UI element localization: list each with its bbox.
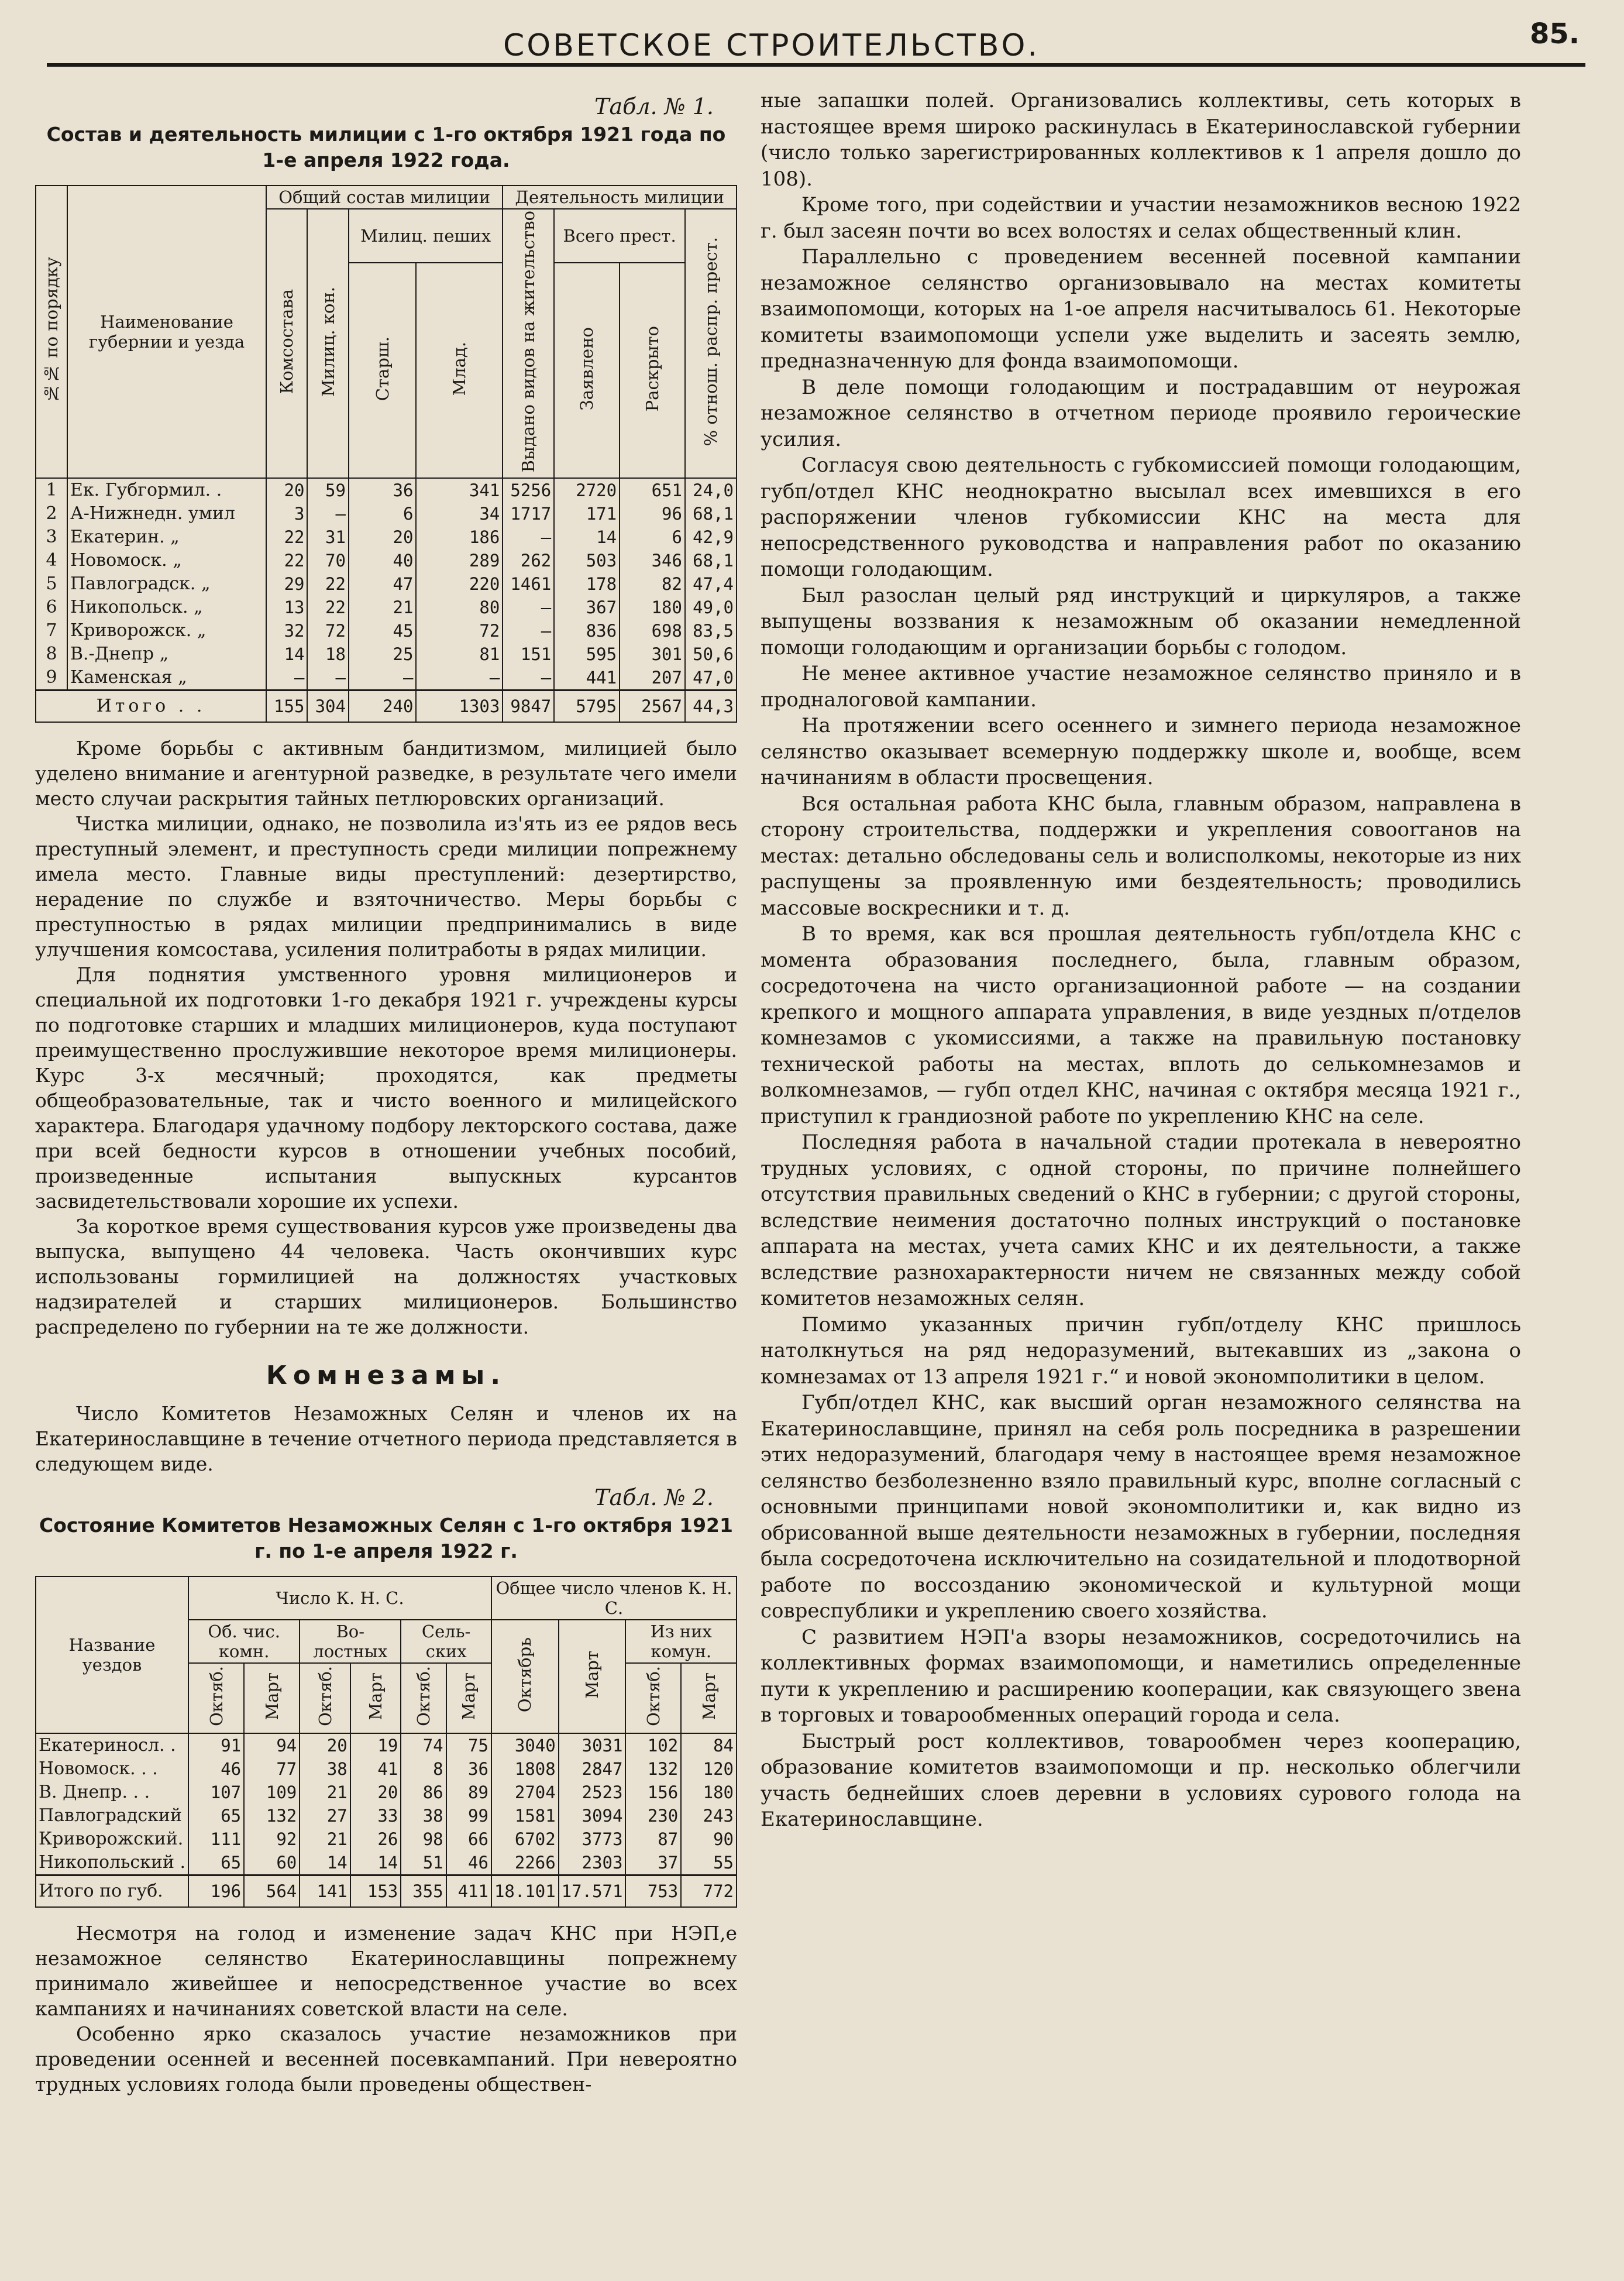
- paragraph: Был разослан целый ряд инструкций и циркуляров, а также выпущены воззвания к незаможным об оказании немедленной помощи голодающим и организации борьбы с голодом.: [761, 583, 1521, 659]
- table-cell: 22: [307, 596, 348, 619]
- table-cell: 171: [554, 502, 620, 525]
- table-cell: 4: [36, 549, 67, 572]
- table-cell: 32: [266, 619, 307, 643]
- table-cell: 36: [349, 478, 417, 502]
- t2-h-okt-2: Октяб.: [300, 1663, 350, 1733]
- table-cell: 26: [350, 1827, 401, 1851]
- table-cell: 68,1: [685, 502, 737, 525]
- page-number: 85.: [1529, 18, 1580, 50]
- table-cell: Никопольский .: [36, 1851, 188, 1875]
- t2-header-name: Название уездов: [36, 1576, 188, 1733]
- table-cell: 2523: [559, 1781, 626, 1804]
- table-cell: 47,4: [685, 572, 737, 596]
- table-cell: Ек. Губгормил. .: [67, 478, 266, 502]
- table-row: [36, 619, 737, 643]
- paragraph: Число Комитетов Незаможных Селян и членов их на Екатеринославщине в течение отчетного периода представляется в следующем виде.: [35, 1402, 737, 1476]
- table-cell: 2266: [491, 1851, 559, 1875]
- table-row: [36, 572, 737, 596]
- table-row: [36, 1781, 737, 1804]
- paragraph: На протяжении всего осеннего и зимнего периода незаможное селянство оказывает всемерную поддержку школе и, вообще, всем начинаниям в области просвещения.: [761, 714, 1521, 789]
- t2-h-okt-1: Октяб.: [188, 1663, 244, 1733]
- table-cell: 196: [188, 1875, 244, 1908]
- table-cell: В.-Днепр „: [67, 643, 266, 666]
- table-cell: 6: [620, 525, 685, 549]
- table-row: [36, 525, 737, 549]
- table-cell: 98: [401, 1827, 446, 1851]
- table-cell: 1461: [503, 572, 554, 596]
- table-cell: 151: [503, 643, 554, 666]
- table-cell: 18.101: [491, 1875, 559, 1908]
- paragraph: За короткое время существования курсов уже произведены два выпуска, выпущено 44 человека. Часть окончивших курс использованы гормилицией на должностях участковых надзирателей и старших милиционеров. Большинство распределено по губернии на те же должности.: [35, 1215, 737, 1339]
- table-cell: 72: [416, 619, 503, 643]
- table-cell: 47,0: [685, 666, 737, 691]
- table-cell: 141: [300, 1875, 350, 1908]
- table-row: [36, 502, 737, 525]
- table-cell: 346: [620, 549, 685, 572]
- table-cell: Каменская „: [67, 666, 266, 691]
- table-cell: 55: [681, 1851, 737, 1875]
- t1-header-group2: Деятельность милиции: [503, 185, 737, 209]
- table-cell: Криворожск. „: [67, 619, 266, 643]
- table-cell: 651: [620, 478, 685, 502]
- table-cell: 6: [36, 596, 67, 619]
- table-cell: —: [349, 666, 417, 691]
- table-cell: 698: [620, 619, 685, 643]
- right-column: [761, 88, 1521, 1833]
- table-cell: Криворожский.: [36, 1827, 188, 1851]
- table-cell: 37: [625, 1851, 681, 1875]
- paragraph: Чистка милиции, однако, не позволила из'ять из ее рядов весь преступный элемент, и преступность среди милиции попрежнему имела место. Главные виды преступлений: дезертирство, нерадение по службе и взяточничество. Меры борьбы с преступностью в рядах милиции предпринимались в виде улучшения комсостава, усиления политработы в рядах милиции.: [35, 812, 737, 961]
- table-cell: 40: [349, 549, 417, 572]
- table-cell: 3773: [559, 1827, 626, 1851]
- table-cell: 3040: [491, 1733, 559, 1757]
- t2-h-mart-4: Март: [681, 1663, 737, 1733]
- table2-caption: Состояние Комитетов Незаможных Селян с 1-го октября 1921 г. по 1-е апреля 1922 г.: [39, 1514, 733, 1563]
- table-cell: 2847: [559, 1757, 626, 1781]
- table-cell: 46: [188, 1757, 244, 1781]
- table-row: [36, 1757, 737, 1781]
- table-cell: 9847: [503, 691, 554, 723]
- table-cell: 207: [620, 666, 685, 691]
- t2-h-okt-3: Октяб.: [401, 1663, 446, 1733]
- table-total-row: [36, 691, 737, 723]
- table-cell: 9: [36, 666, 67, 691]
- table-cell: 836: [554, 619, 620, 643]
- table-cell: 91: [188, 1733, 244, 1757]
- table-row: [36, 666, 737, 691]
- t2-header-ob: Об. чис. комн.: [188, 1620, 300, 1663]
- table-cell: 289: [416, 549, 503, 572]
- table-cell: —: [503, 596, 554, 619]
- table-cell: 1581: [491, 1804, 559, 1827]
- table-cell: —: [307, 502, 348, 525]
- table-cell: 341: [416, 478, 503, 502]
- table-cell: 1303: [416, 691, 503, 723]
- table-cell: В. Днепр. . .: [36, 1781, 188, 1804]
- table-cell: 230: [625, 1804, 681, 1827]
- paragraph: Для поднятия умственного уровня милиционеров и специальной их подготовки 1-го декабря 1921 г. учреждены курсы по подготовке старших и младших милиционеров, куда поступают преимущественно прослужившие некоторое время милиционеры. Курс 3-х месячный; проходятся, как предметы общеобразовательные, так и чисто военного и милицейского характера. Благодаря удачному подбору лекторского состава, даже при всей бедности курсов в отношении учебных пособий, произведенные испытания выпускных курсантов засвидетельствовали хорошие их успехи.: [35, 963, 737, 1213]
- paragraph: Особенно ярко сказалось участие незаможников при проведении осенней и весенней посевкампаний. При невероятно трудных условиях голода были проведены обществен-: [35, 2022, 737, 2096]
- table-cell: 178: [554, 572, 620, 596]
- table-cell: 186: [416, 525, 503, 549]
- table-cell: 80: [416, 596, 503, 619]
- table-row: [36, 1733, 737, 1757]
- table1-caption: Состав и деятельность милиции с 1-го октября 1921 года по 1-е апреля 1922 года.: [46, 123, 726, 171]
- table-cell: 59: [307, 478, 348, 502]
- paragraph: Согласуя свою деятельность с губкомиссией помощи голодающим, губп/отдел КНС неоднократно высылал всех имевшихся в его распоряжении членов губкомиссии КНС на места для непосредственного руководства и направления работ по оказанию помощи голодающим.: [761, 454, 1521, 581]
- table-cell: Екатериносл. .: [36, 1733, 188, 1757]
- table-cell: 24,0: [685, 478, 737, 502]
- table-cell: 503: [554, 549, 620, 572]
- table-cell: 6: [349, 502, 417, 525]
- table-cell: 21: [300, 1781, 350, 1804]
- table-cell: 21: [300, 1827, 350, 1851]
- table-cell: 70: [307, 549, 348, 572]
- table-cell: 2704: [491, 1781, 559, 1804]
- t2-h-mart-2: Март: [350, 1663, 401, 1733]
- table-cell: Екатерин. „: [67, 525, 266, 549]
- table-cell: 77: [244, 1757, 300, 1781]
- section-heading-komnezamy: Комнезамы.: [266, 1361, 507, 1391]
- table-cell: 89: [446, 1781, 491, 1804]
- t1-header-group1: Общий состав милиции: [266, 185, 503, 209]
- paragraph: В деле помощи голодающим и пострадавшим от неурожая незаможное селянство в отчетном периоде проявило героические усилия.: [761, 375, 1521, 451]
- table-cell: 31: [307, 525, 348, 549]
- table-cell: 38: [300, 1757, 350, 1781]
- table-row: [36, 643, 737, 666]
- table2-label: Табл. № 2.: [594, 1485, 714, 1511]
- paragraph: Не менее активное участие незаможное селянство приняло и в продналоговой кампании.: [761, 662, 1521, 712]
- table1-militia: [35, 185, 737, 723]
- table-cell: 90: [681, 1827, 737, 1851]
- paragraph: Кроме того, при содействии и участии незаможников весною 1922 г. был засеян почти во всех волостях и селах общественный клин.: [761, 193, 1521, 243]
- paragraph: Параллельно с проведением весенней посевной кампании незаможное селянство организовывало на местах комитеты взаимопомощи, которых на 1-ое апреля насчитывалось 61. Некоторые комитеты взаимопомощи успели уже выделить и засеять землю, предназначенную для фонда взаимопомощи.: [761, 245, 1521, 373]
- t2-header-sel: Сель- ских: [401, 1620, 491, 1663]
- table-cell: Павлоградск. „: [67, 572, 266, 596]
- table-cell: 14: [350, 1851, 401, 1875]
- table-cell: 1717: [503, 502, 554, 525]
- paragraph: В то время, как вся прошлая деятельность губп/отдела КНС с момента образования последнего, была, главным образом, сосредоточена на чисто организационной работе — на создании крепкого и мощного аппарата управления, в виде уездных п/отделов комнезамов с укомиссиями, а также на правильную постановку технической работы на местах, вплоть до селькомнезамов и волкомнезамов, — губп отдел КНС, начиная с октября месяца 1921 г., приступил к грандиозной работе по укреплению КНС на селе.: [761, 922, 1521, 1128]
- table-cell: 564: [244, 1875, 300, 1908]
- table-cell: 47: [349, 572, 417, 596]
- table2-kns: [35, 1576, 737, 1908]
- table-cell: 82: [620, 572, 685, 596]
- table-cell: 20: [350, 1781, 401, 1804]
- table-cell: 41: [350, 1757, 401, 1781]
- t1-header-vsego: Всего прест.: [554, 209, 685, 263]
- t2-h-mart-3: Март: [446, 1663, 491, 1733]
- table-cell: —: [307, 666, 348, 691]
- journal-title: СОВЕТСКОЕ СТРОИТЕЛЬСТВО.: [503, 28, 1040, 63]
- table-cell: 17.571: [559, 1875, 626, 1908]
- table-cell: 42,9: [685, 525, 737, 549]
- table-cell: —: [266, 666, 307, 691]
- t1-header-zayavl: Заявлено: [554, 263, 620, 478]
- table-cell: 156: [625, 1781, 681, 1804]
- table-cell: 301: [620, 643, 685, 666]
- table-cell: 92: [244, 1827, 300, 1851]
- table-cell: 20: [300, 1733, 350, 1757]
- t1-header-otnosh: % отнош. распр. прест.: [685, 209, 737, 478]
- table-cell: 3031: [559, 1733, 626, 1757]
- t2-header-vol: Во- лостных: [300, 1620, 401, 1663]
- table-cell: 180: [681, 1781, 737, 1804]
- table-cell: 66: [446, 1827, 491, 1851]
- table-cell: 33: [350, 1804, 401, 1827]
- left-column: [35, 94, 737, 2097]
- table-cell: 65: [188, 1851, 244, 1875]
- table-cell: 27: [300, 1804, 350, 1827]
- table-cell: 2567: [620, 691, 685, 723]
- t1-header-raskr: Раскрыто: [620, 263, 685, 478]
- table-cell: —: [416, 666, 503, 691]
- table-cell: 25: [349, 643, 417, 666]
- t1-header-kon: Милиц. кон.: [307, 209, 348, 478]
- table-cell: 19: [350, 1733, 401, 1757]
- table-cell: 65: [188, 1804, 244, 1827]
- table-cell: 20: [266, 478, 307, 502]
- table-cell: 109: [244, 1781, 300, 1804]
- table-cell: 50,6: [685, 643, 737, 666]
- table-cell: 220: [416, 572, 503, 596]
- table-cell: 595: [554, 643, 620, 666]
- paragraph: Кроме борьбы с активным бандитизмом, милицией было уделено внимание и агентурной разведке, в результате чего имели место случаи раскрытия тайных петлюровских организаций.: [35, 737, 737, 810]
- table-cell: 14: [300, 1851, 350, 1875]
- t2-header-group1: Число К. Н. С.: [188, 1576, 491, 1620]
- table-cell: 34: [416, 502, 503, 525]
- table-cell: Итого по губ.: [36, 1875, 188, 1908]
- table-cell: 153: [350, 1875, 401, 1908]
- t1-header-starsh: Старш.: [349, 263, 417, 478]
- table-cell: 5256: [503, 478, 554, 502]
- table-cell: 72: [307, 619, 348, 643]
- table-cell: 107: [188, 1781, 244, 1804]
- t1-header-mlad: Млад.: [416, 263, 503, 478]
- t2-h-mart-1: Март: [244, 1663, 300, 1733]
- table-cell: —: [503, 525, 554, 549]
- table-cell: 441: [554, 666, 620, 691]
- table-cell: 51: [401, 1851, 446, 1875]
- paragraph: Последняя работа в начальной стадии протекала в невероятно трудных условиях, с одной стороны, по причине полнейшего отсутствия правильных сведений о КНС в губернии; с другой стороны, вследствие неимения достаточно полных инструкций о постановке аппарата на местах, учета самих КНС и их деятельности, а также вследствие разнохарактерности ничем не связанных между собой комитетов незаможных селян.: [761, 1131, 1521, 1310]
- t2-header-group2: Общее число членов К. Н. С.: [491, 1576, 737, 1620]
- paragraph: ные запашки полей. Организовались коллективы, сеть которых в настоящее время широко раскинулась в Екатеринославской губернии (число только зарегистрированных коллективов к 1 апреля дошло до 108).: [761, 89, 1521, 191]
- table-cell: 22: [266, 549, 307, 572]
- table-cell: 2303: [559, 1851, 626, 1875]
- table-cell: 22: [266, 525, 307, 549]
- t1-header-index: №№ по порядку: [36, 185, 67, 478]
- table-total-row: [36, 1875, 737, 1908]
- table-cell: 240: [349, 691, 417, 723]
- table-cell: 102: [625, 1733, 681, 1757]
- table-cell: 99: [446, 1804, 491, 1827]
- table-cell: 243: [681, 1804, 737, 1827]
- table-cell: 18: [307, 643, 348, 666]
- table-cell: 13: [266, 596, 307, 619]
- table-cell: 180: [620, 596, 685, 619]
- table-cell: 120: [681, 1757, 737, 1781]
- table-cell: 87: [625, 1827, 681, 1851]
- table-cell: Новомоск. „: [67, 549, 266, 572]
- paragraph: Помимо указанных причин губп/отделу КНС пришлось натолкнуться на ряд недоразумений, вытекавших из „закона о комнезамах от 13 апреля 1921 г.“ и новой экономполитики в целом.: [761, 1313, 1521, 1389]
- t2-h-okt-4: Октяб.: [625, 1663, 681, 1733]
- table-cell: 29: [266, 572, 307, 596]
- paragraph: Несмотря на голод и изменение задач КНС при НЭП,е незаможное селянство Екатеринославщины попрежнему принимало живейшее и непосредственное участие во всех кампаниях и начинаниях советской власти на селе.: [35, 1922, 737, 2021]
- table-cell: 49,0: [685, 596, 737, 619]
- paragraph: Вся остальная работа КНС была, главным образом, направлена в сторону строительства, поддержки и укрепления совоorганов на местах: детально обследованы сель и волисполкомы, некоторые из них распущены за проявленную ими бездеятельность; проводились массовые воскресники и т. д.: [761, 792, 1521, 920]
- t2-header-oktyabr: Октябрь: [491, 1620, 559, 1733]
- paragraph: Губп/отдел КНС, как высший орган незаможного селянства на Екатеринославщине, принял на себя роль посредника в разрешении этих недоразумений, благодаря чему в настоящее время незаможное селянство безболезненно взяло правильный курс, вполне согласный с основными принципами новой экономполитики и, как видно из обрисованной выше деятельности незаможных в губернии, последняя была сосредоточена исключительно на созидательной и плодотворной работе по воссозданию экономической и культурной мощи совреспублики и укреплению своего хозяйства.: [761, 1391, 1521, 1623]
- table-cell: 38: [401, 1804, 446, 1827]
- table-cell: —: [503, 666, 554, 691]
- table-cell: 1: [36, 478, 67, 502]
- table-cell: 262: [503, 549, 554, 572]
- table-cell: Павлоградский: [36, 1804, 188, 1827]
- table-cell: 45: [349, 619, 417, 643]
- table-cell: 1808: [491, 1757, 559, 1781]
- table1-label: Табл. № 1.: [594, 94, 714, 119]
- table-row: [36, 1851, 737, 1875]
- table-cell: 7: [36, 619, 67, 643]
- table-cell: 14: [266, 643, 307, 666]
- table-cell: 5: [36, 572, 67, 596]
- paragraph: Быстрый рост коллективов, товарообмен через кооперацию, образование комитетов взаимопомощи и пр. несколько облегчили участь беднейших слоев деревни в условиях сурового голода на Екатеринославщине.: [761, 1729, 1521, 1831]
- table-cell: 111: [188, 1827, 244, 1851]
- table-cell: 367: [554, 596, 620, 619]
- table-cell: Никопольск. „: [67, 596, 266, 619]
- table-row: [36, 596, 737, 619]
- table-cell: 74: [401, 1733, 446, 1757]
- table-cell: 411: [446, 1875, 491, 1908]
- t2-header-mart-total: Март: [559, 1620, 626, 1733]
- table-cell: 21: [349, 596, 417, 619]
- table-cell: 81: [416, 643, 503, 666]
- t1-header-peshih: Милиц. пеших: [349, 209, 503, 263]
- table-cell: 8: [36, 643, 67, 666]
- table-cell: 3: [36, 525, 67, 549]
- t1-header-komsostav: Комсостава: [266, 209, 307, 478]
- table-cell: 22: [307, 572, 348, 596]
- table-cell: 772: [681, 1875, 737, 1908]
- table-cell: 94: [244, 1733, 300, 1757]
- table-cell: 14: [554, 525, 620, 549]
- table-cell: 86: [401, 1781, 446, 1804]
- table-row: [36, 1827, 737, 1851]
- table-cell: 8: [401, 1757, 446, 1781]
- table-cell: 75: [446, 1733, 491, 1757]
- table-cell: 36: [446, 1757, 491, 1781]
- table-row: [36, 478, 737, 502]
- table-cell: 2: [36, 502, 67, 525]
- table-cell: Новомоск. . .: [36, 1757, 188, 1781]
- table-cell: 3094: [559, 1804, 626, 1827]
- table-cell: 60: [244, 1851, 300, 1875]
- table-cell: 2720: [554, 478, 620, 502]
- table-cell: 6702: [491, 1827, 559, 1851]
- table-cell: 132: [625, 1757, 681, 1781]
- t2-header-iz: Из них комун.: [625, 1620, 737, 1663]
- table-cell: 753: [625, 1875, 681, 1908]
- table-cell: 44,3: [685, 691, 737, 723]
- table-cell: 84: [681, 1733, 737, 1757]
- running-header: [47, 18, 1585, 67]
- table-cell: 68,1: [685, 549, 737, 572]
- table-cell: 355: [401, 1875, 446, 1908]
- table-cell: 304: [307, 691, 348, 723]
- table-cell: 132: [244, 1804, 300, 1827]
- table-cell: —: [503, 619, 554, 643]
- table-cell: 155: [266, 691, 307, 723]
- table-cell: 5795: [554, 691, 620, 723]
- t1-header-name: Наименование губернии и уезда: [67, 185, 266, 478]
- paragraph: С развитием НЭП'а взоры незаможников, сосредоточились на коллективных формах взаимопомощи, и наметились определенные пути к укреплению и расширению кооперации, как связующего звена в торговых и товарообменных операций города и села.: [761, 1625, 1521, 1727]
- table-cell: Итого . .: [36, 691, 266, 723]
- table-cell: 96: [620, 502, 685, 525]
- table-cell: 83,5: [685, 619, 737, 643]
- t1-header-vydano: Выдано видов на жительство: [503, 209, 554, 478]
- table-cell: 20: [349, 525, 417, 549]
- table-cell: А-Нижнедн. умил: [67, 502, 266, 525]
- table-row: [36, 549, 737, 572]
- table-cell: 3: [266, 502, 307, 525]
- table-cell: 46: [446, 1851, 491, 1875]
- table-row: [36, 1804, 737, 1827]
